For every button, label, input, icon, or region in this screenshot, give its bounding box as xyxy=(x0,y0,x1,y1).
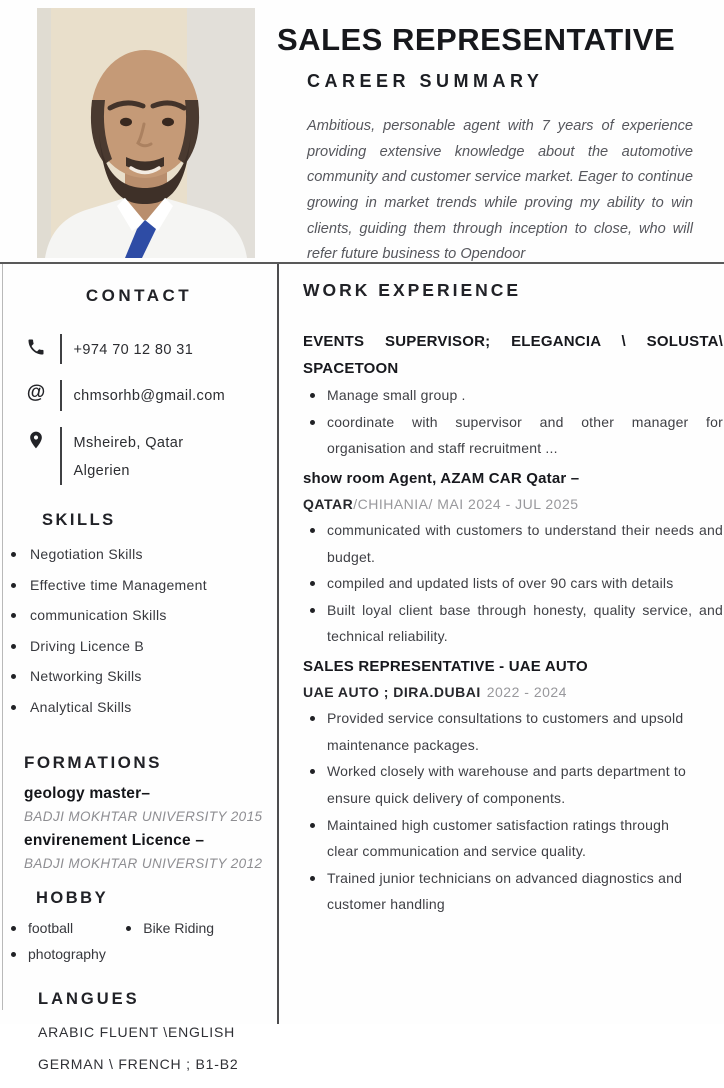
degree-school: BADJI MOKHTAR UNIVERSITY 2015 xyxy=(24,808,263,824)
bullet-dot xyxy=(310,528,315,533)
phone-icon xyxy=(24,334,48,360)
bullet-dot xyxy=(11,644,16,649)
location-text xyxy=(74,427,184,486)
job-meta xyxy=(303,492,723,517)
work-experience-column xyxy=(303,272,723,921)
skill-item: Analytical Skills xyxy=(8,699,270,715)
job-title: SALES REPRESENTATIVE - UAE AUTO xyxy=(303,657,588,675)
hobby-item: photography xyxy=(8,946,123,962)
hobby-item: football xyxy=(8,920,123,936)
job-bullet: Provided service consultations to customers and upsold maintenance packages. xyxy=(303,705,689,758)
email-address: chmsorhb@gmail.com xyxy=(73,388,226,405)
degree-title: geology master– xyxy=(24,784,151,802)
bullet-dot xyxy=(310,420,315,425)
top-divider xyxy=(0,262,724,264)
job-bullet: Worked closely with warehouse and parts department to ensure quick delivery of components. xyxy=(303,758,689,811)
page-edge-line xyxy=(2,264,3,1010)
job-meta xyxy=(303,680,723,705)
bullet-dot xyxy=(11,583,16,588)
column-divider xyxy=(277,264,279,1024)
location-pin-icon xyxy=(24,427,48,453)
bullet-dot xyxy=(310,581,315,586)
bullet-dot xyxy=(310,716,315,721)
contact-separator xyxy=(60,380,62,410)
bullet-dot xyxy=(310,823,315,828)
phone-number: +974 70 12 80 31 xyxy=(73,342,194,358)
formations-block xyxy=(24,785,270,871)
work-experience-heading: WORK EXPERIENCE xyxy=(303,280,522,300)
bullet-dot xyxy=(310,393,315,398)
contact-separator xyxy=(60,334,62,364)
job-bullets xyxy=(303,382,723,462)
job-bullets xyxy=(303,705,689,918)
job-title: show room Agent, AZAM CAR Qatar – xyxy=(303,469,580,487)
job-location: UAE AUTO ; DIRA.DUBAI xyxy=(303,683,481,700)
skills-heading: SKILLS xyxy=(42,511,116,530)
job-bullet: Trained junior technicians on advanced diagnostics and customer handling xyxy=(303,865,689,918)
profile-photo xyxy=(37,8,255,258)
skill-item: Networking Skills xyxy=(8,668,270,684)
contact-location-row xyxy=(24,427,270,486)
bullet-dot xyxy=(11,705,16,710)
job-bullets xyxy=(303,517,723,650)
job-bullet: Manage small group . xyxy=(303,382,723,409)
hobby-heading: HOBBY xyxy=(36,888,109,907)
job-entry-showroom-agent xyxy=(303,465,723,650)
bullet-dot xyxy=(310,769,315,774)
job-location: QATAR xyxy=(303,495,354,512)
at-icon: @ xyxy=(26,382,46,404)
left-column xyxy=(8,270,270,1088)
skill-item: Driving Licence B xyxy=(8,638,270,654)
job-title: EVENTS SUPERVISOR; ELEGANCIA \ SOLUSTA\ xyxy=(303,333,723,350)
career-summary-heading: CAREER SUMMARY xyxy=(307,71,544,91)
bullet-dot xyxy=(11,552,16,557)
job-bullet: Maintained high customer satisfaction ratings through clear communication and service quality. xyxy=(303,812,689,865)
page-title: SALES REPRESENTATIVE xyxy=(277,22,676,57)
header-block xyxy=(277,22,713,268)
person-eye-right xyxy=(162,118,174,126)
contact-phone-row xyxy=(24,334,270,364)
language-line: ARABIC FLUENT \ENGLISH xyxy=(38,1023,236,1040)
language-line: GERMAN \ FRENCH ; B1-B2 xyxy=(38,1055,239,1072)
skills-list xyxy=(8,546,270,715)
bullet-dot xyxy=(310,608,315,613)
bullet-dot xyxy=(11,613,16,618)
contact-email-row xyxy=(24,380,270,410)
bullet-dot xyxy=(310,876,315,881)
formations-heading: FORMATIONS xyxy=(24,752,163,772)
job-bullet: coordinate with supervisor and other manager for organisation and staff recruitment ... xyxy=(303,409,723,462)
job-dates: /CHIHANIA/ MAI 2024 - JUL 2025 xyxy=(353,495,579,512)
hobby-list xyxy=(8,920,233,972)
job-title-line2: SPACETOON xyxy=(303,360,399,377)
job-bullet: Built loyal client base through honesty, quality service, and technical reliability. xyxy=(303,597,723,650)
job-entry-sales-representative xyxy=(303,653,723,918)
job-bullet: communicated with customers to understand their needs and budget. xyxy=(303,517,723,570)
job-dates: 2022 - 2024 xyxy=(486,683,567,700)
skill-item: Effective time Management xyxy=(8,577,270,593)
bullet-dot xyxy=(126,926,131,931)
bullet-dot xyxy=(11,674,16,679)
career-summary-text: Ambitious, personable agent with 7 years of experience providing extensive knowledge about the automotive community and customer service market. Eager to continue growing in market trends while proving my ability to win clients, guiding them through inception to close, who will refer future business to Opendoor xyxy=(307,118,693,263)
person-eye-left xyxy=(120,118,132,126)
degree-title: envirenement Licence – xyxy=(24,831,205,849)
job-entry-events-supervisor xyxy=(303,328,723,462)
degree-school: BADJI MOKHTAR UNIVERSITY 2012 xyxy=(24,855,263,871)
contact-heading: CONTACT xyxy=(85,286,193,305)
langues-heading: LANGUES xyxy=(38,989,140,1008)
skill-item: Negotiation Skills xyxy=(8,546,270,562)
bullet-dot xyxy=(11,926,16,931)
location-line1: Msheireb, Qatar xyxy=(73,434,184,451)
contact-separator xyxy=(60,427,62,486)
hobby-item: Bike Riding xyxy=(123,920,233,936)
location-line2: Algerien xyxy=(73,462,130,479)
job-bullet: compiled and updated lists of over 90 cars with details xyxy=(303,570,723,597)
skill-item: communication Skills xyxy=(8,607,270,623)
bullet-dot xyxy=(11,952,16,957)
